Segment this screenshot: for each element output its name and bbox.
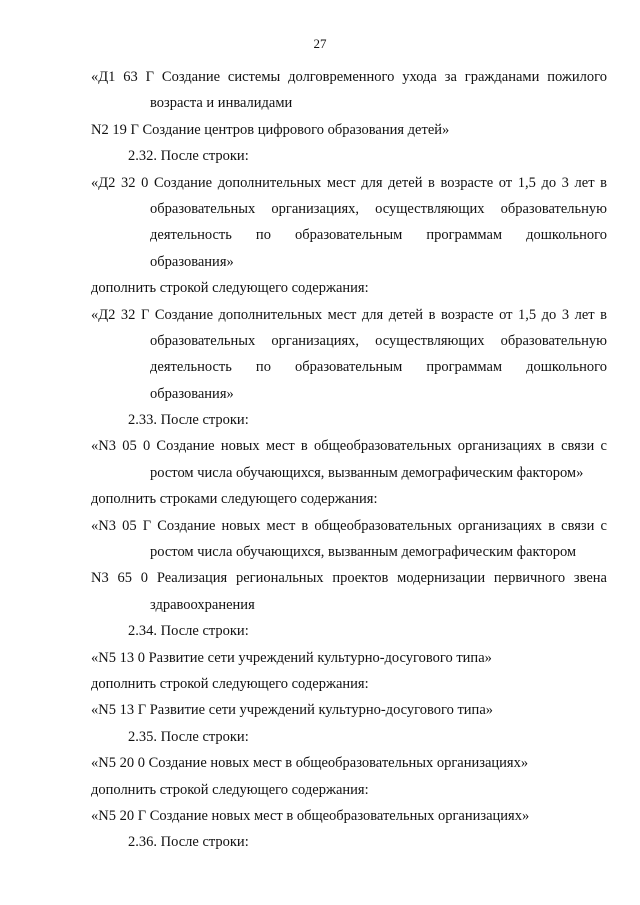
line-text: «N5 13 0 Развитие сети учреждений культурно-досугового типа» — [91, 649, 492, 666]
text-line — [91, 275, 607, 301]
line-text: «N5 13 Г Развитие сети учреждений культурно-досугового типа» — [91, 702, 494, 719]
line-text: 2.34. После строки: — [128, 623, 249, 640]
line-text: «N3 05 0 Создание новых мест в общеобразовательных организациях в связи с — [91, 438, 607, 455]
line-text: «Д1 63 Г Создание системы долговременного ухода за гражданами пожилого — [91, 69, 607, 85]
line-text: «N5 20 0 Создание новых мест в общеобразовательных организациях» — [91, 755, 529, 772]
text-line — [91, 486, 607, 512]
text-line — [91, 618, 607, 644]
text-line — [91, 697, 607, 723]
text-line — [91, 513, 607, 539]
text-line — [91, 592, 607, 618]
text-line — [91, 328, 607, 354]
text-line — [91, 671, 607, 697]
line-text: дополнить строками следующего содержания: — [91, 491, 378, 508]
text-line — [91, 407, 607, 433]
text-line — [91, 565, 607, 591]
text-line — [91, 143, 607, 169]
line-text: «Д2 32 Г Создание дополнительных мест для детей в возрасте от 1,5 до 3 лет в — [91, 306, 607, 323]
text-line — [91, 645, 607, 671]
document-body — [91, 64, 607, 856]
text-line — [91, 354, 607, 380]
line-text: 2.33. После строки: — [128, 412, 249, 429]
text-line — [91, 539, 607, 565]
line-text: дополнить строкой следующего содержания: — [91, 781, 369, 798]
line-text: «N3 05 Г Создание новых мест в общеобразовательных организациях в связи с — [91, 517, 607, 534]
line-text: «Д2 32 0 Создание дополнительных мест для детей в возрасте от 1,5 до 3 лет в — [91, 174, 607, 191]
line-text: дополнить строкой следующего содержания: — [91, 280, 369, 297]
text-line — [91, 460, 607, 486]
text-line — [91, 829, 607, 855]
line-text: образовательных организациях, осуществляющих образовательную — [150, 200, 607, 217]
text-line — [91, 170, 607, 196]
text-line — [91, 381, 607, 407]
line-text: деятельность по образовательным программам дошкольного — [150, 227, 607, 244]
line-text: ростом числа обучающихся, вызванным демографическим фактором» — [150, 464, 584, 481]
text-line — [91, 724, 607, 750]
text-line — [91, 750, 607, 776]
page-number: 27 — [313, 36, 327, 51]
line-text: здравоохранения — [150, 596, 255, 613]
text-line — [91, 302, 607, 328]
line-text: 2.35. После строки: — [128, 728, 249, 745]
line-text: дополнить строкой следующего содержания: — [91, 675, 369, 692]
text-line — [91, 777, 607, 803]
line-text: N2 19 Г Создание центров цифрового образования детей» — [91, 121, 450, 138]
text-line — [91, 433, 607, 459]
text-line — [91, 90, 607, 116]
line-text: деятельность по образовательным программам дошкольного — [150, 359, 607, 376]
line-text: образования» — [150, 385, 234, 402]
text-line — [91, 64, 607, 90]
text-line — [91, 117, 607, 143]
line-text: N3 65 0 Реализация региональных проектов модернизации первичного звена — [91, 570, 607, 587]
line-text: образования» — [150, 253, 234, 270]
text-line — [91, 249, 607, 275]
text-line — [91, 196, 607, 222]
line-text: ростом числа обучающихся, вызванным демографическим фактором — [150, 544, 577, 561]
line-text: образовательных организациях, осуществляющих образовательную — [150, 332, 607, 349]
line-text: «N5 20 Г Создание новых мест в общеобразовательных организациях» — [91, 807, 530, 824]
line-text: 2.32. После строки: — [128, 148, 249, 165]
line-text: возраста и инвалидами — [150, 95, 293, 112]
text-line — [91, 803, 607, 829]
text-line — [91, 222, 607, 248]
line-text: 2.36. После строки: — [128, 834, 249, 851]
